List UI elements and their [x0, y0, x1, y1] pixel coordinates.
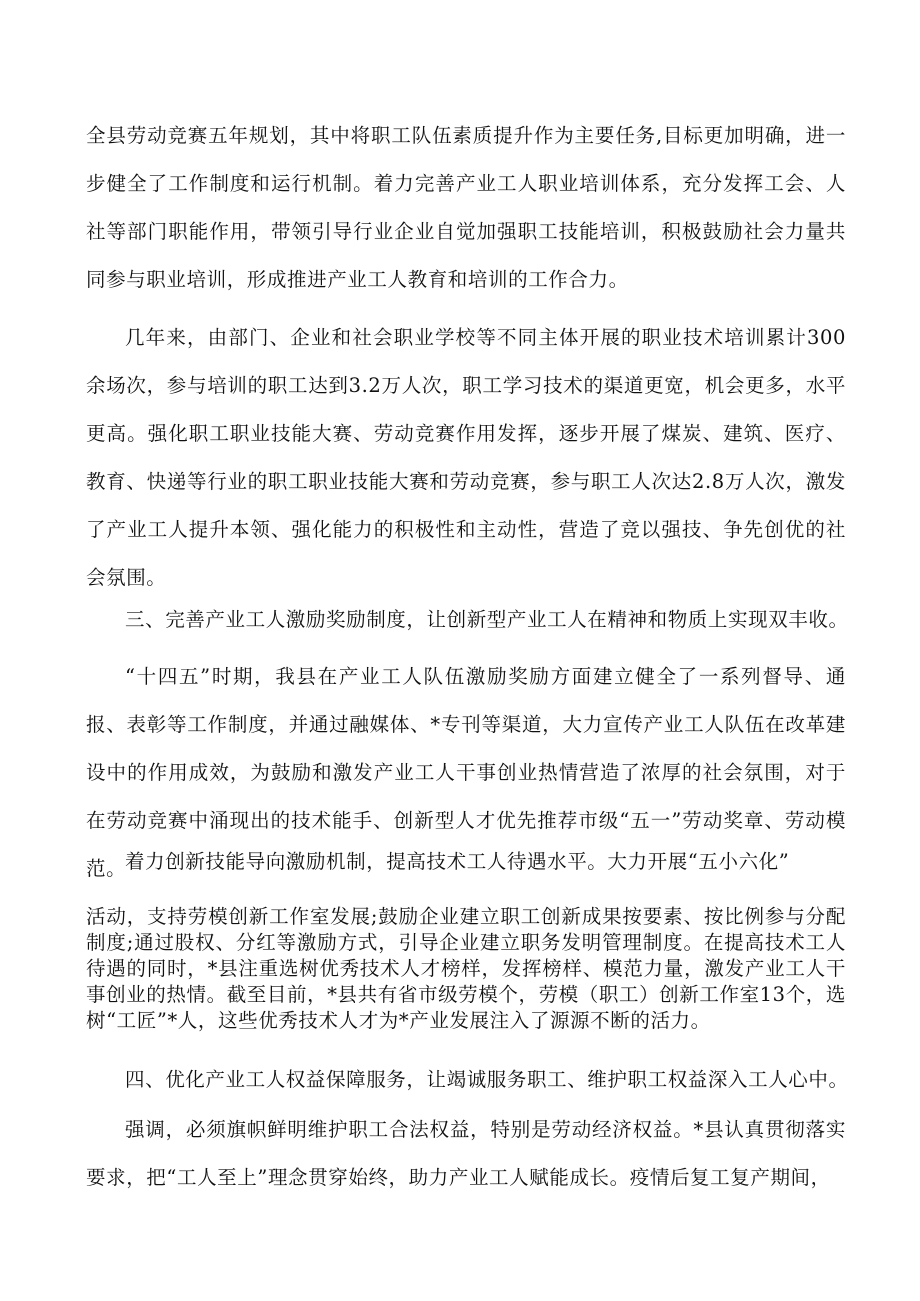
- paragraph-training-system: 全县劳动竞赛五年规划，其中将职工队伍素质提升作为主要任务,目标更加明确，进一步健全了工作制度和运行机制。着力完善产业工人职业培训体系，充分发挥工会、人社等部门职能作用，带领引导行业企业自觉加强职工技能培训，积极鼓励社会力量共同参与职业培训，形成推进产业工人教育和培训的工作合力。: [86, 124, 846, 291]
- paragraph-rights-protection: 强调，必须旗帜鲜明维护职工合法权益，特别是劳动经济权益。*县认真贯彻落实要求，把“工人至上”理念贯穿始终，助力产业工人赋能成长。疫情后复工复产期间，: [86, 1118, 846, 1189]
- paragraph-training-results: 几年来，由部门、企业和社会职业学校等不同主体开展的职业技术培训累计300余场次，参与培训的职工达到3.2万人次，职工学习技术的渠道更宽，机会更多，水平更高。强化职工职业技能大赛、劳动竞赛作用发挥，逐步开展了煤炭、建筑、医疗、教育、快递等行业的职工职业技能大赛和劳动竞赛，参与职工人次达2.8万人次，激发了产业工人提升本领、强化能力的积极性和主动性，营造了竞以强技、争先创优的社会氛围。: [86, 326, 846, 589]
- paragraph-incentive-system: “十四五”时期，我县在产业工人队伍激励奖励方面建立健全了一系列督导、通报、表彰等工作制度，并通过融媒体、*专刊等渠道，大力宣传产业工人队伍在改革建设中的作用成效，为鼓励和激发产业工人干事创业热情营造了浓厚的社会氛围，对于在劳动竞赛中涌现出的技术能手、创新型人才优先推荐市级“五一”劳动奖章、劳动模范。: [86, 665, 846, 880]
- paragraph-skill-incentive-lead: 着力创新技能导向激励机制，提高技术工人待遇水平。大力开展“五小六化”: [125, 850, 790, 873]
- section-heading-four: 四、优化产业工人权益保障服务，让竭诚服务职工、维护职工权益深入工人心中。: [125, 1068, 849, 1091]
- paragraph-skill-incentive-body: 活动，支持劳模创新工作室发展;鼓励企业建立职工创新成果按要素、按比例参与分配制度;通过股权、分红等激励方式，引导企业建立职务发明管理制度。在提高技术工人待遇的同时，*县注重选树优秀技术人才榜样，发挥榜样、模范力量，激发产业工人干事创业的热情。截至目前，*县共有省市级劳模个，劳模（职工）创新工作室13个，选树“工匠”*人，这些优秀技术人才为*产业发展注入了源源不断的活力。: [86, 905, 846, 1032]
- section-heading-three: 三、完善产业工人激励奖励制度，让创新型产业工人在精神和物质上实现双丰收。: [125, 608, 849, 631]
